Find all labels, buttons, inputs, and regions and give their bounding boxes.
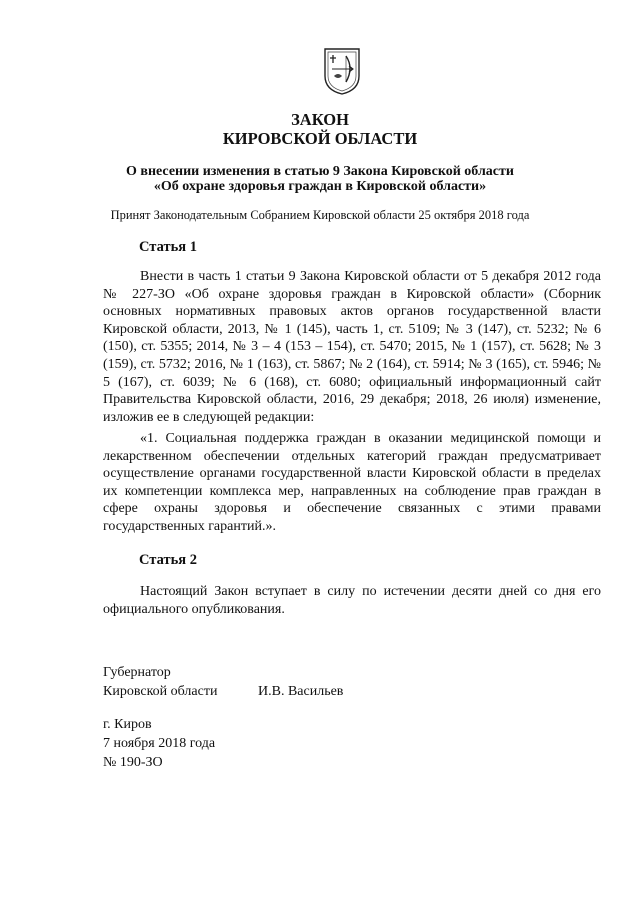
article-1-paragraph-1: Внести в часть 1 статьи 9 Закона Кировской области от 5 декабря 2012 года № 227-ЗО «Об охране здоровья граждан в Кировской области» (Сборник основных нормативных правовых актов органов государственной власти Кировской области, 2013, № 1 (145), часть 1, ст. 5109; № 3 (147), ст. 5232; № 6 (150), ст. 5355; 2014, № 3 – 4 (153 – 154), ст. 5470; 2015, № 1 (157), ст. 5628; № 3 (159), ст. 5732; 2016, № 1 (163), ст. 5867; № 2 (164), ст. 5914; № 3 (165), ст. 5946; № 5 (167), ст. 6039; № 6 (168), ст. 6080; официальный информационный сайт Правительства Кировской области, 2016, 29 декабря; 2018, 26 июля) изменение, изложив ее в следующей редакции: [103,269,601,425]
document-type-title: ЗАКОН [291,110,349,129]
article-1-paragraph-2: «1. Социальная поддержка граждан в оказании медицинской помощи и лекарственном обеспечении отдельных категорий граждан предусматривает осуществление органами государственной власти Кировской области в пределах их компетенции комплекса мер, направленных на соблюдение прав граждан в сфере охраны здоровья и обеспечение связанных с этими правами государственных гарантий.». [103,431,601,534]
law-subject-line-2: «Об охране здоровья граждан в Кировской области» [153,179,487,194]
signing-date: 7 ноября 2018 года [103,736,216,751]
adoption-note: Принят Законодательным Собранием Кировской области 25 октября 2018 года [110,208,530,222]
coat-of-arms-icon [322,46,362,96]
signatory-position-line-1: Губернатор [103,665,171,680]
signing-city: г. Киров [103,717,152,732]
law-number: № 190-ЗО [103,755,163,770]
law-subject-line-1: О внесении изменения в статью 9 Закона Кировской области [126,164,514,179]
signatory-name: И.В. Васильев [258,684,344,699]
article-1-heading: Статья 1 [139,239,197,255]
issuing-region-title: КИРОВСКОЙ ОБЛАСТИ [222,129,418,148]
article-2-paragraph-1: Настоящий Закон вступает в силу по истечении десяти дней со дня его официального опубликования. [103,584,601,617]
signatory-position-line-2: Кировской области [103,684,218,699]
article-2-heading: Статья 2 [139,552,197,568]
